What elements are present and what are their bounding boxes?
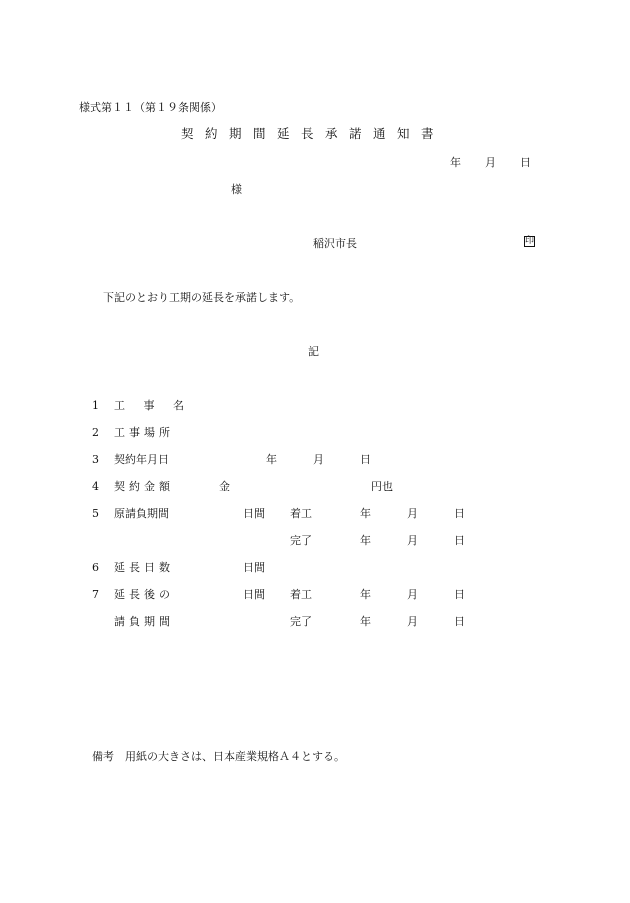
date-day-label: 日 [520,156,531,169]
item-6-label: 延長日数 [114,561,174,574]
item-6-number: 6 [92,561,99,574]
item-6-days: 日間 [243,561,265,574]
item-7-end-year: 年 [360,615,371,628]
item-4-kin: 金 [219,480,230,493]
item-7-start-day: 日 [454,588,465,601]
item-5-end-year: 年 [360,534,371,547]
item-5-end-day: 日 [454,534,465,547]
item-3-month: 月 [313,453,324,466]
issuer-name: 稲沢市長 [313,237,357,250]
item-5-end-month: 月 [407,534,418,547]
seal-char: 印 [525,236,535,246]
item-7-label-2: 請負期間 [114,615,174,628]
item-7-label: 延長後の [114,588,174,601]
heading-ki: 記 [308,345,319,358]
item-7-start: 着工 [290,588,312,601]
item-7-end-day: 日 [454,615,465,628]
item-7-end: 完了 [290,615,312,628]
item-3-label: 契約年月日 [114,453,169,466]
item-1-label: 工 事 名 [114,399,192,412]
item-5-start-year: 年 [360,507,371,520]
item-5-start-day: 日 [454,507,465,520]
date-year-label: 年 [450,156,461,169]
item-7-start-year: 年 [360,588,371,601]
item-5-number: 5 [92,507,99,520]
remarks: 備考 用紙の大きさは、日本産業規格Ａ４とする。 [92,750,345,763]
item-3-year: 年 [266,453,277,466]
item-7-end-month: 月 [407,615,418,628]
item-5-label: 原請負期間 [114,507,169,520]
item-7-days: 日間 [243,588,265,601]
item-5-start: 着工 [290,507,312,520]
item-3-day: 日 [360,453,371,466]
date-month-label: 月 [485,156,496,169]
item-4-yen: 円也 [371,480,393,493]
item-7-start-month: 月 [407,588,418,601]
seal-mark [524,236,535,247]
item-5-start-month: 月 [407,507,418,520]
item-2-number: 2 [92,426,99,439]
document-title: 契約期間延長承諾通知書 [181,126,446,141]
item-2-label: 工事場所 [114,426,174,439]
item-3-number: 3 [92,453,99,466]
item-7-number: 7 [92,588,99,601]
item-5-end: 完了 [290,534,312,547]
item-4-number: 4 [92,480,99,493]
item-5-days: 日間 [243,507,265,520]
intro-sentence: 下記のとおり工期の延長を承諾します。 [103,291,301,304]
item-1-number: 1 [92,399,99,412]
form-number: 様式第１１（第１９条関係） [79,101,222,114]
addressee-suffix: 様 [231,183,242,196]
item-4-label: 契約金額 [114,480,174,493]
